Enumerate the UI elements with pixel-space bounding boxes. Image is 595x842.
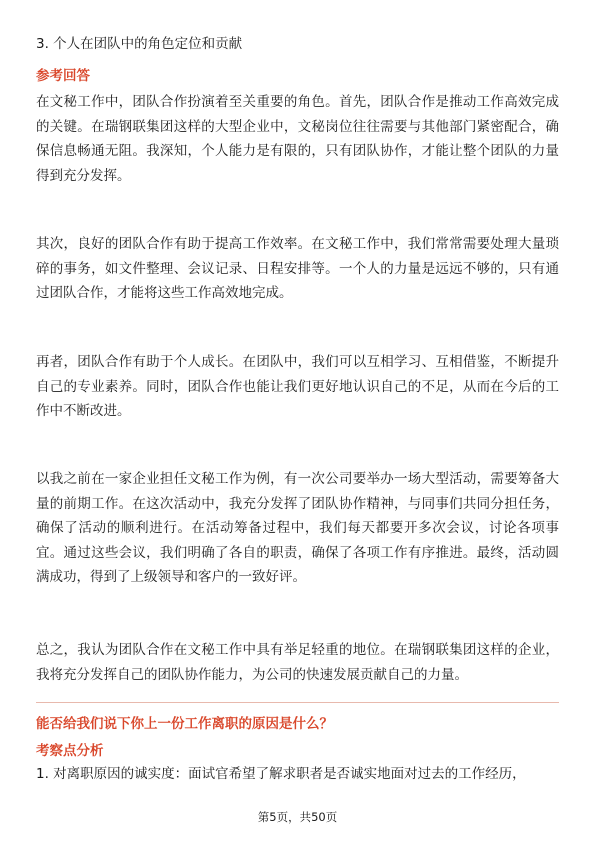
page-footer: 第5页，共50页: [257, 810, 338, 824]
answer-heading: 参考回答: [36, 68, 90, 84]
question-item-heading: 3. 个人在团队中的角色定位和贡献: [36, 36, 243, 52]
analysis-heading: 考察点分析: [36, 743, 104, 759]
analysis-item-1: 1. 对离职原因的诚实度：面试官希望了解求职者是否诚实地面对过去的工作经历，: [36, 766, 526, 782]
section-divider: [36, 702, 559, 703]
answer-paragraph-4: 以我之前在一家企业担任文秘工作为例，有一次公司要举办一场大型活动，需要筹备大量的前期工作。在这次活动中，我充分发挥了团队协作精神，与同事们共同分担任务，确保了活动的顺利进行。在活动筹备过程中，我们每天都要开多次会议，讨论各项事宜。通过这些会议，我们明确了各自的职责，确保了各项工作有序推进。最终，活动圆满成功，得到了上级领导和客户的一致好评。: [36, 471, 559, 585]
answer-paragraph-5: 总之，我认为团队合作在文秘工作中具有举足轻重的地位。在瑞钢联集团这样的企业，我将充分发挥自己的团队协作能力，为公司的快速发展贡献自己的力量。: [36, 642, 559, 683]
answer-paragraph-2: 其次，良好的团队合作有助于提高工作效率。在文秘工作中，我们常常需要处理大量琐碎的事务，如文件整理、会议记录、日程安排等。一个人的力量是远远不够的，只有通过团队合作，才能将这些工作高效地完成。: [36, 236, 559, 301]
answer-paragraph-1: 在文秘工作中，团队合作扮演着至关重要的角色。首先，团队合作是推动工作高效完成的关键。在瑞钢联集团这样的大型企业中，文秘岗位往往需要与其他部门紧密配合，确保信息畅通无阻。我深知，个人能力是有限的，只有团队协作，才能让整个团队的力量得到充分发挥。: [36, 94, 559, 184]
next-question-heading: 能否给我们说下你上一份工作离职的原因是什么？: [36, 716, 333, 732]
answer-paragraph-3: 再者，团队合作有助于个人成长。在团队中，我们可以互相学习、互相借鉴，不断提升自己的专业素养。同时，团队合作也能让我们更好地认识自己的不足，从而在今后的工作中不断改进。: [36, 354, 559, 419]
